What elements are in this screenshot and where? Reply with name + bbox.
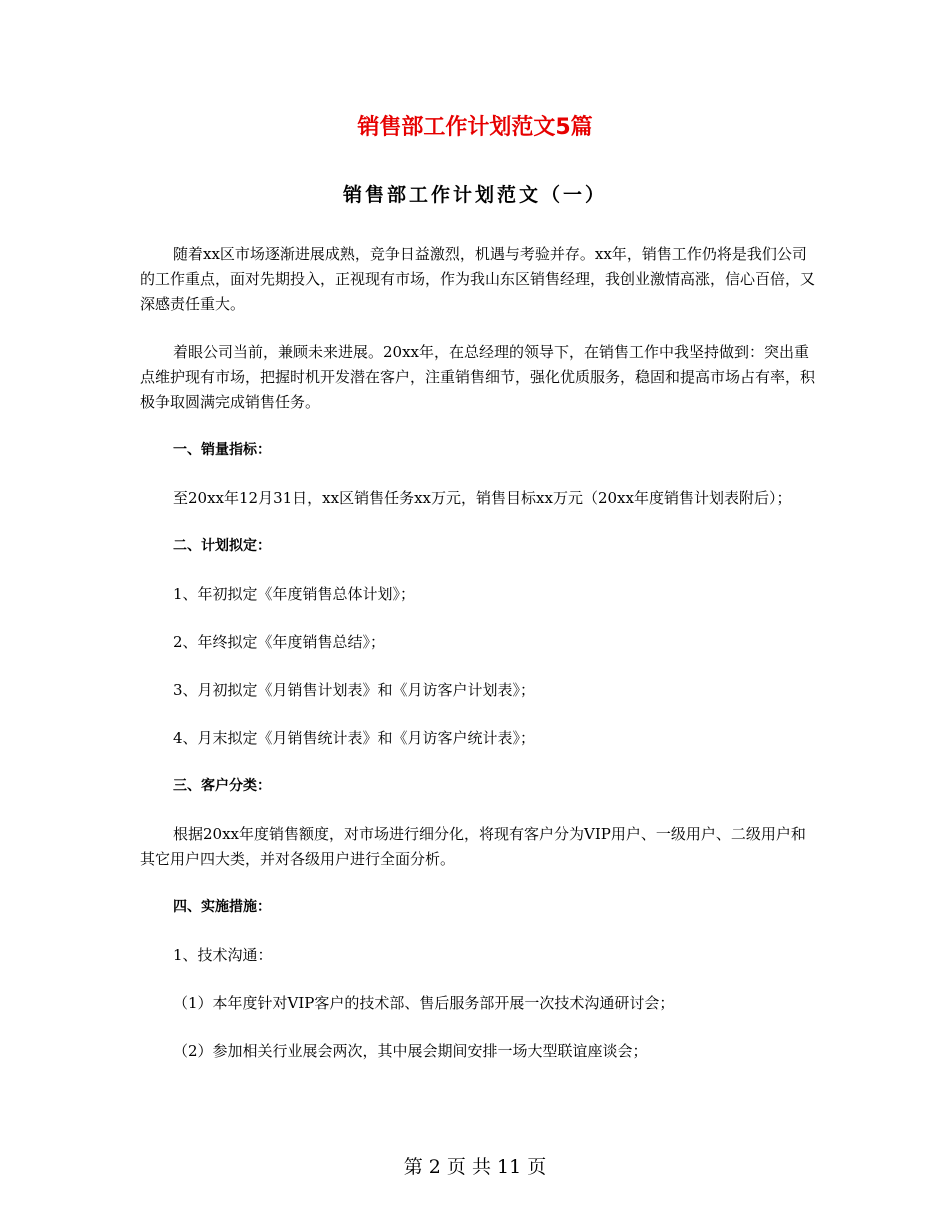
sub-list-item: （2）参加相关行业展会两次，其中展会期间安排一场大型联谊座谈会；: [173, 1042, 648, 1060]
list-item: 4、月末拟定《月销售统计表》和《月访客户统计表》；: [173, 729, 536, 747]
list-item: 1、技术沟通：: [173, 946, 273, 964]
paragraph-sales-target: 至20xx年12月31日，xx区销售任务xx万元，销售目标xx万元（20xx年度销售计划表附后）；: [173, 489, 792, 507]
heading-sales-target: 一、销量指标：: [173, 442, 271, 458]
heading-measures: 四、实施措施：: [173, 899, 271, 915]
document-title: 销售部工作计划范文5篇: [357, 115, 593, 140]
document-body: [140, 242, 815, 1087]
heading-planning: 二、计划拟定：: [173, 538, 271, 554]
section-subtitle: 销售部工作计划范文（一）: [342, 184, 607, 206]
paragraph-customer-classification: 根据20xx年度销售额度，对市场进行细分化，将现有客户分为VIP用户、一级用户、二级用户和其它用户四大类，并对各级用户进行全面分析。: [140, 825, 806, 868]
list-item: 3、月初拟定《月销售计划表》和《月访客户计划表》；: [173, 681, 536, 699]
paragraph-focus: 着眼公司当前，兼顾未来进展。20xx年，在总经理的领导下，在销售工作中我坚持做到：突出重点维护现有市场，把握时机开发潜在客户，注重销售细节，强化优质服务，稳固和提高市场占有率，积极争取圆满完成销售任务。: [140, 343, 816, 411]
heading-customer-classification: 三、客户分类：: [173, 778, 271, 794]
paragraph-intro: 随着xx区市场逐渐进展成熟，竞争日益激烈，机遇与考验并存。xx年，销售工作仍将是我们公司的工作重点，面对先期投入，正视现有市场，作为我山东区销售经理，我创业激情高涨，信心百倍，又深感责任重大。: [140, 245, 816, 313]
sub-list-item: （1）本年度针对VIP客户的技术部、售后服务部开展一次技术沟通研讨会；: [173, 994, 675, 1012]
list-item: 2、年终拟定《年度销售总结》；: [173, 633, 386, 651]
page-number-footer: 第 2 页 共 11 页: [403, 1156, 547, 1178]
list-item: 1、年初拟定《年度销售总体计划》；: [173, 585, 416, 603]
